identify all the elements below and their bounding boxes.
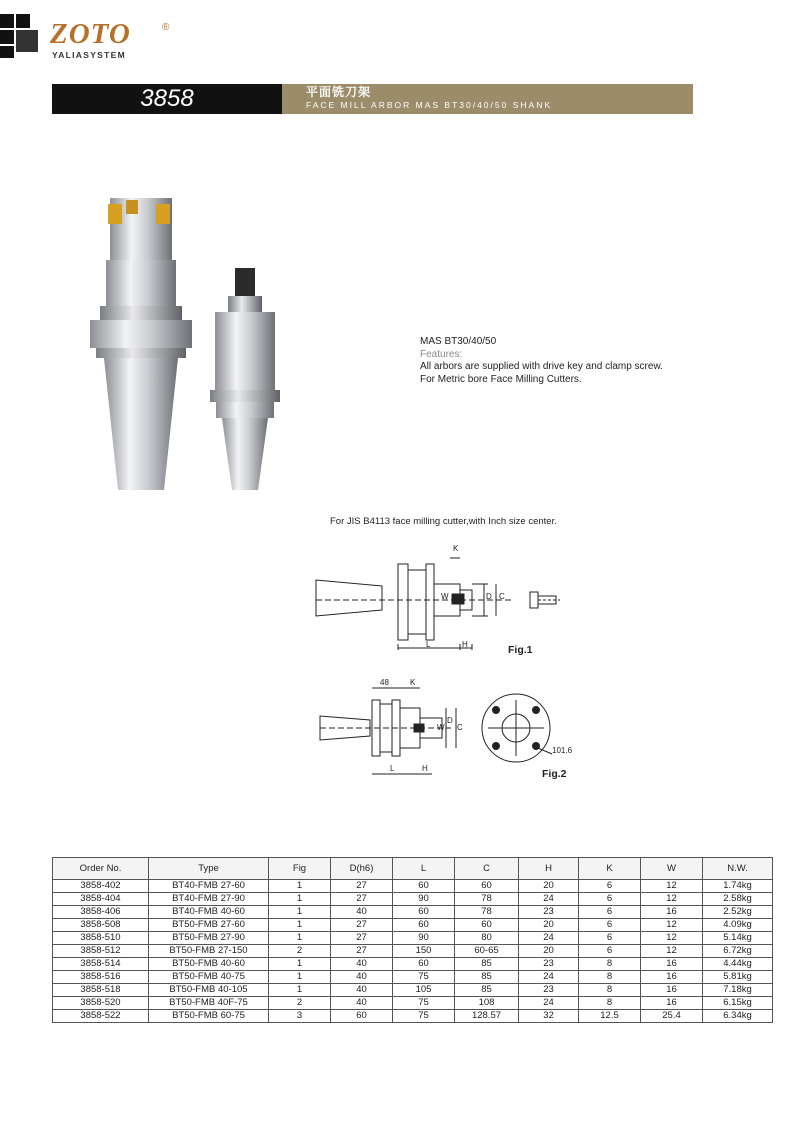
table-cell: 8 [579, 997, 641, 1010]
table-cell: BT50-FMB 27-90 [149, 932, 269, 945]
table-cell: 1 [269, 893, 331, 906]
dim-48: 48 [380, 678, 389, 687]
title-english: FACE MILL ARBOR MAS BT30/40/50 SHANK [306, 100, 553, 110]
drawing-caption: For JIS B4113 face milling cutter,with Inch size center. [330, 516, 557, 527]
table-cell: 85 [455, 958, 519, 971]
table-cell: 23 [519, 906, 579, 919]
table-cell: 60 [393, 906, 455, 919]
feature-line-2: For Metric bore Face Milling Cutters. [420, 373, 582, 385]
table-cell: 12 [641, 919, 703, 932]
table-cell: 16 [641, 971, 703, 984]
table-cell: 3858-514 [53, 958, 149, 971]
table-cell: 1.74kg [703, 880, 773, 893]
table-cell: 16 [641, 906, 703, 919]
table-cell: 27 [331, 919, 393, 932]
table-cell: 6.34kg [703, 1010, 773, 1023]
table-row [53, 945, 773, 958]
table-cell: BT50-FMB 27-150 [149, 945, 269, 958]
table-cell: 20 [519, 945, 579, 958]
features-label: Features: [420, 348, 463, 360]
table-cell: 5.81kg [703, 971, 773, 984]
table-cell: 3858-402 [53, 880, 149, 893]
dim-h-2: H [422, 764, 428, 773]
dim-d-2: D [447, 716, 453, 725]
table-cell: 3858-404 [53, 893, 149, 906]
table-row [53, 1010, 773, 1023]
table-cell: 60 [331, 1010, 393, 1023]
table-cell: 27 [331, 880, 393, 893]
table-cell: 40 [331, 958, 393, 971]
table-cell: 1 [269, 932, 331, 945]
col-l: L [393, 858, 455, 880]
table-cell: 1 [269, 958, 331, 971]
table-cell: BT50-FMB 27-60 [149, 919, 269, 932]
col-k: K [579, 858, 641, 880]
table-cell: 80 [455, 932, 519, 945]
table-header-row [53, 858, 773, 880]
table-cell: 75 [393, 997, 455, 1010]
table-cell: 23 [519, 958, 579, 971]
table-cell: 78 [455, 906, 519, 919]
dim-k: K [453, 544, 459, 553]
table-cell: 12 [641, 945, 703, 958]
table-cell: 24 [519, 932, 579, 945]
table-cell: 150 [393, 945, 455, 958]
table-row [53, 971, 773, 984]
table-cell: 3858-510 [53, 932, 149, 945]
col-nw: N.W. [703, 858, 773, 880]
title-block [282, 84, 693, 114]
table-cell: 2 [269, 997, 331, 1010]
table-cell: 3858-516 [53, 971, 149, 984]
table-cell: 1 [269, 919, 331, 932]
table-row [53, 932, 773, 945]
dim-c-2: C [457, 723, 463, 732]
table-cell: 60 [393, 958, 455, 971]
table-cell: 12.5 [579, 1010, 641, 1023]
title-chinese: 平面铣刀架 [306, 85, 372, 99]
table-cell: 3858-522 [53, 1010, 149, 1023]
table-cell: 6 [579, 919, 641, 932]
table-cell: 1 [269, 880, 331, 893]
table-cell: 20 [519, 919, 579, 932]
table-cell: 1 [269, 971, 331, 984]
dim-w: W [441, 592, 449, 601]
dim-d: D [486, 592, 492, 601]
table-cell: 12 [641, 893, 703, 906]
table-cell: 8 [579, 958, 641, 971]
table-cell: 105 [393, 984, 455, 997]
table-cell: 32 [519, 1010, 579, 1023]
table-cell: 3858-512 [53, 945, 149, 958]
table-cell: 60 [393, 919, 455, 932]
feature-line-1: All arbors are supplied with drive key and clamp screw. [420, 361, 663, 372]
col-d: D(h6) [331, 858, 393, 880]
table-cell: BT40-FMB 27-60 [149, 880, 269, 893]
brand-logo-mark [0, 14, 44, 58]
table-cell: 85 [455, 971, 519, 984]
brand-tagline: YALIASYSTEM [52, 50, 126, 60]
brand-registered-mark: ® [162, 22, 170, 33]
table-cell: 3858-508 [53, 919, 149, 932]
table-cell: 4.44kg [703, 958, 773, 971]
col-type: Type [149, 858, 269, 880]
table-cell: 2 [269, 945, 331, 958]
table-cell: 1 [269, 984, 331, 997]
table-cell: 6 [579, 893, 641, 906]
table-cell: 27 [331, 893, 393, 906]
title-banner [52, 84, 693, 114]
table-cell: 85 [455, 984, 519, 997]
table-cell: 8 [579, 984, 641, 997]
table-cell: 2.58kg [703, 893, 773, 906]
table-cell: 5.14kg [703, 932, 773, 945]
table-cell: 90 [393, 893, 455, 906]
table-cell: 16 [641, 997, 703, 1010]
table-cell: 40 [331, 906, 393, 919]
table-body [53, 880, 773, 1023]
table-cell: 6.72kg [703, 945, 773, 958]
table-cell: 4.09kg [703, 919, 773, 932]
table-cell: 6 [579, 906, 641, 919]
table-row [53, 997, 773, 1010]
table-cell: 6 [579, 880, 641, 893]
table-cell: 3858-406 [53, 906, 149, 919]
standard-label: MAS BT30/40/50 [420, 336, 497, 347]
product-info [420, 336, 663, 386]
dim-pcd: 101.6 [552, 746, 573, 755]
figure-1-label: Fig.1 [508, 644, 533, 656]
table-cell: BT40-FMB 27-90 [149, 893, 269, 906]
dim-l-2: L [390, 764, 395, 773]
table-row [53, 880, 773, 893]
table-cell: 40 [331, 984, 393, 997]
table-cell: 78 [455, 893, 519, 906]
table-cell: 7.18kg [703, 984, 773, 997]
dim-h: H [462, 640, 468, 649]
col-h: H [519, 858, 579, 880]
table-row [53, 958, 773, 971]
table-cell: 16 [641, 958, 703, 971]
brand-name: ZOTO [50, 18, 131, 50]
table-cell: 27 [331, 932, 393, 945]
table-cell: 60 [455, 919, 519, 932]
col-fig: Fig [269, 858, 331, 880]
table-cell: BT40-FMB 40-60 [149, 906, 269, 919]
table-cell: 90 [393, 932, 455, 945]
table-cell: 3 [269, 1010, 331, 1023]
table-cell: 6 [579, 945, 641, 958]
table-cell: 24 [519, 893, 579, 906]
table-cell: 128.57 [455, 1010, 519, 1023]
figure-2-label: Fig.2 [542, 768, 567, 780]
figure-1-drawing [312, 544, 572, 659]
table-cell: 3858-518 [53, 984, 149, 997]
dim-l: L [426, 640, 431, 649]
table-cell: 16 [641, 984, 703, 997]
table-cell: 2.52kg [703, 906, 773, 919]
dim-k-2: K [410, 678, 416, 687]
table-cell: 40 [331, 971, 393, 984]
table-cell: 3858-520 [53, 997, 149, 1010]
table-cell: 12 [641, 880, 703, 893]
table-cell: 108 [455, 997, 519, 1010]
table-cell: BT50-FMB 40-75 [149, 971, 269, 984]
table-cell: 75 [393, 1010, 455, 1023]
product-code: 3858 [52, 84, 282, 114]
col-c: C [455, 858, 519, 880]
table-cell: 1 [269, 906, 331, 919]
dim-c: C [499, 592, 505, 601]
table-cell: 60 [393, 880, 455, 893]
table-cell: 60 [455, 880, 519, 893]
figure-2-drawing [316, 678, 573, 778]
table-cell: 6 [579, 932, 641, 945]
table-cell: 75 [393, 971, 455, 984]
table-cell: 24 [519, 997, 579, 1010]
table-cell: 23 [519, 984, 579, 997]
table-cell: BT50-FMB 60-75 [149, 1010, 269, 1023]
table-cell: 60-65 [455, 945, 519, 958]
table-cell: BT50-FMB 40-60 [149, 958, 269, 971]
col-w: W [641, 858, 703, 880]
table-cell: 27 [331, 945, 393, 958]
table-cell: 8 [579, 971, 641, 984]
col-order-no: Order No. [53, 858, 149, 880]
table-row [53, 984, 773, 997]
table-row [53, 919, 773, 932]
table-cell: 20 [519, 880, 579, 893]
product-photo [60, 180, 320, 510]
table-row [53, 893, 773, 906]
table-cell: 24 [519, 971, 579, 984]
table-cell: 12 [641, 932, 703, 945]
spec-table [52, 857, 773, 1023]
table-cell: BT50-FMB 40-105 [149, 984, 269, 997]
table-cell: 25.4 [641, 1010, 703, 1023]
table-cell: 40 [331, 997, 393, 1010]
table-cell: BT50-FMB 40F-75 [149, 997, 269, 1010]
table-cell: 6.15kg [703, 997, 773, 1010]
table-row [53, 906, 773, 919]
dim-w-2: W [437, 723, 445, 732]
